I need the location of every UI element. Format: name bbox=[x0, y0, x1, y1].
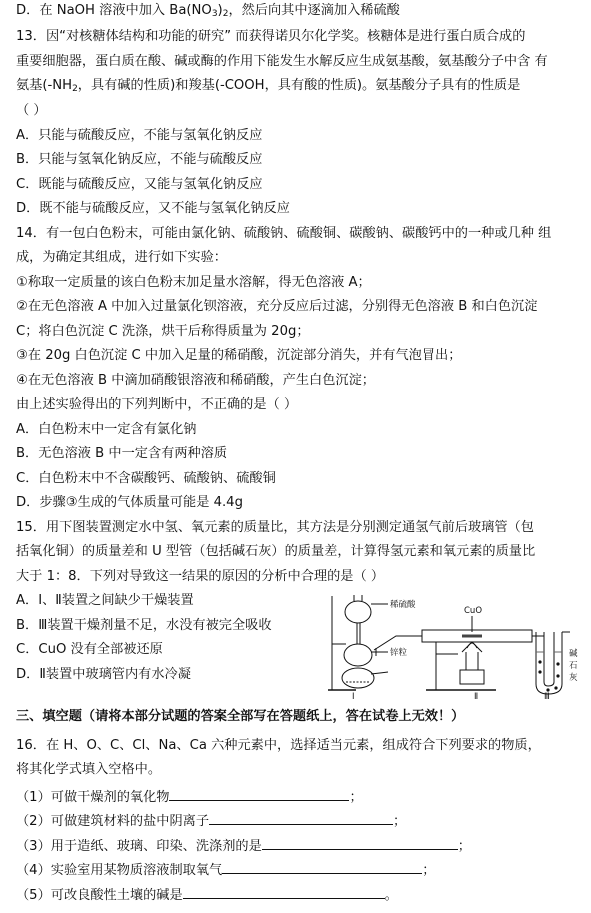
q16-item-2 bbox=[16, 810, 406, 831]
q14-step-2b: C；将白色沉淀 C 洗涤，烘干后称得质量为 20g； bbox=[16, 324, 310, 339]
q16-item-5-end: 。 bbox=[384, 888, 398, 903]
q14-option-c: C．白色粉末中不含碳酸钙、硫酸钠、硫酸铜 bbox=[16, 471, 276, 486]
q13-option-c: C．既能与硫酸反应，又能与氢氧化钠反应 bbox=[16, 177, 263, 192]
q16-item-4-blank[interactable] bbox=[222, 859, 422, 874]
q13-line3-b: ，具有碱的性质)和羧基(-COOH，具有酸的性质)。氨基酸分子具有的性质是 bbox=[77, 78, 521, 93]
q16-item-5-text: （5）可改良酸性土壤的碱是 bbox=[16, 888, 183, 903]
q13-option-b: B．只能与氢氧化钠反应，不能与硫酸反应 bbox=[16, 152, 263, 167]
q14-question: 由上述实验得出的下列判断中，不正确的是（ ） bbox=[16, 397, 298, 412]
q13-stem-line3 bbox=[16, 77, 520, 95]
q16-stem-line1: 16．在 H、O、C、Cl、Na、Ca 六种元素中，选择适当元素，组成符合下列要求的物质， bbox=[16, 738, 541, 753]
q16-item-4-text: （4）实验室用某物质溶液制取氧气 bbox=[16, 863, 223, 878]
q16-item-3-end: ； bbox=[457, 839, 471, 854]
q14-step-1: ①称取一定质量的该白色粉末加足量水溶解，得无色溶液 A； bbox=[16, 275, 371, 290]
q16-item-1-text: （1）可做干燥剂的氧化物 bbox=[16, 790, 170, 805]
q16-item-3-text: （3）用于造纸、玻璃、印染、洗涤剂的是 bbox=[16, 839, 262, 854]
q12-option-d-text-b: ) bbox=[217, 3, 223, 18]
q16-item-1 bbox=[16, 786, 363, 807]
q12-option-d-text-a: D．在 NaOH 溶液中加入 Ba(NO bbox=[16, 3, 212, 18]
q13-stem-line2: 重要细胞器，蛋白质在酸、碱或酶的作用下能发生水解反应生成氨基酸，氨基酸分子中含 有 bbox=[16, 54, 548, 69]
q15-stem-line3: 大于 1：8．下列对导致这一结果的原因的分析中合理的是（ ） bbox=[16, 569, 385, 584]
q16-item-1-end: ； bbox=[349, 790, 363, 805]
label-apparatus-i: Ⅰ bbox=[352, 692, 355, 700]
q16-item-3-blank[interactable] bbox=[262, 835, 458, 850]
q14-step-3: ③在 20g 白色沉淀 C 中加入足量的稀硝酸，沉淀部分消失，并有气泡冒出； bbox=[16, 348, 462, 363]
label-cuo: CuO bbox=[464, 606, 483, 616]
q13-line3-a: 氨基(-NH bbox=[16, 78, 73, 93]
q16-item-5-blank[interactable] bbox=[183, 884, 385, 899]
q14-stem-line2: 成，为确定其组成，进行如下实验： bbox=[16, 250, 227, 265]
q14-option-a: A．白色粉末中一定含有氯化钠 bbox=[16, 422, 197, 437]
apparatus-ii-tube bbox=[422, 616, 544, 690]
label-soda-lime-2: 石 bbox=[569, 661, 578, 671]
q13-line3-sub: 2 bbox=[72, 84, 78, 94]
q13-stem-line1: 13．因“对核糖体结构和功能的研究” 而获得诺贝尔化学奖。核糖体是进行蛋白质合成的 bbox=[16, 29, 526, 44]
label-soda-lime-3: 灰 bbox=[569, 673, 578, 683]
q12-option-d bbox=[16, 2, 400, 20]
label-soda-lime-1: 碱 bbox=[569, 649, 578, 659]
q13-option-d: D．既不能与硫酸反应，又不能与氢氧化钠反应 bbox=[16, 201, 290, 216]
q15-option-b: B．Ⅲ装置干燥剂量不足，水没有被完全吸收 bbox=[16, 618, 272, 633]
q15-option-a: A．Ⅰ、Ⅱ装置之间缺少干燥装置 bbox=[16, 593, 194, 608]
label-dilute-sulfuric-acid: 稀硫酸 bbox=[390, 600, 416, 610]
q14-step-2a: ②在无色溶液 A 中加入过量氯化钡溶液，充分反应后过滤，分别得无色溶液 B 和白色沉淀 bbox=[16, 299, 538, 314]
q15-option-d: D．Ⅱ装置中玻璃管内有水冷凝 bbox=[16, 667, 191, 682]
q14-step-4: ④在无色溶液 B 中滴加硝酸银溶液和稀硝酸，产生白色沉淀； bbox=[16, 373, 375, 388]
q12-option-d-sub: 3 bbox=[211, 9, 218, 19]
q16-item-2-text: （2）可做建筑材料的盐中阴离子 bbox=[16, 814, 210, 829]
q16-item-4 bbox=[16, 859, 435, 880]
section-3-heading: 三、填空题（请将本部分试题的答案全部写在答题纸上，答在试卷上无效！） bbox=[16, 709, 465, 724]
q16-item-1-blank[interactable] bbox=[169, 786, 349, 801]
label-apparatus-ii: Ⅱ bbox=[474, 692, 479, 700]
q14-option-d: D．步骤③生成的气体质量可能是 4.4g bbox=[16, 495, 243, 510]
label-apparatus-iii: Ⅲ bbox=[544, 692, 550, 700]
q16-stem-line2: 将其化学式填入空格中。 bbox=[16, 762, 162, 777]
q16-item-3 bbox=[16, 835, 471, 856]
q13-answer-bracket: （ ） bbox=[16, 103, 47, 118]
q12-option-d-sub2: 2 bbox=[222, 9, 229, 19]
q12-option-d-text-c: ，然后向其中逐滴加入稀硫酸 bbox=[228, 3, 400, 18]
q15-stem-line1: 15．用下图装置测定水中氢、氧元素的质量比，其方法是分别测定通氢气前后玻璃管（包 bbox=[16, 520, 534, 535]
q13-option-a: A．只能与硫酸反应，不能与氢氧化钠反应 bbox=[16, 128, 263, 143]
q14-option-b: B．无色溶液 B 中一定含有两种溶质 bbox=[16, 446, 228, 461]
q14-stem-line1: 14．有一包白色粉末，可能由氯化钠、硫酸钠、硫酸铜、碳酸钠、碳酸钙中的一种或几种 组 bbox=[16, 226, 552, 241]
q15-stem-line2: 括氧化铜）的质量差和 U 型管（包括碱石灰）的质量差，计算得氢元素和氧元素的质量比 bbox=[16, 544, 536, 559]
q15-option-c: C．CuO 没有全部被还原 bbox=[16, 642, 163, 657]
apparatus-i-generator bbox=[328, 595, 388, 690]
q16-item-2-end: ； bbox=[393, 814, 407, 829]
q15-apparatus-figure bbox=[326, 592, 586, 700]
label-zinc-granules: 锌粒 bbox=[390, 648, 408, 658]
q16-item-2-blank[interactable] bbox=[209, 810, 393, 825]
q16-item-4-end: ； bbox=[422, 863, 436, 878]
q16-item-5 bbox=[16, 884, 398, 905]
